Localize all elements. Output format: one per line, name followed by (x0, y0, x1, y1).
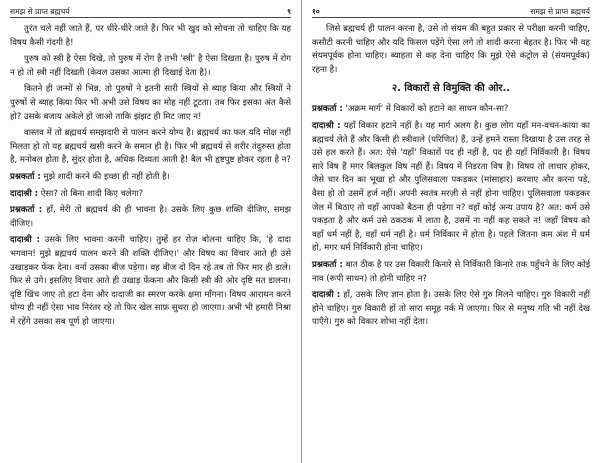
dialogue-paragraph (10, 171, 291, 185)
paragraph-text: तुरंत चले नहीं जाते हैं, पर धीरे-धीरे जाते हैं। फिर भी खुद को सोचना तो चाहिए कि यह विषय कैसी गंदगी है! (10, 24, 291, 48)
speaker-label: दादाश्री : (312, 120, 341, 131)
dialogue-paragraph (312, 259, 590, 286)
paragraph-text: मुझे शादी करने की इच्छा ही नहीं होती है। (43, 171, 170, 182)
speaker-label: दादाश्री : (10, 235, 40, 246)
paragraph-text: पुरुष को स्त्री है ऐसा दिखे, तो पुरुष में रोग है तभी 'स्त्री' है ऐसा दिखता है। पुरुष में रोग न हो तो स्त्री नहीं दिखती (केवल उसका आत्मा ही दिखाई देता है)। (10, 54, 291, 78)
dialogue-paragraph (312, 289, 590, 330)
body-paragraph (10, 83, 291, 124)
right-running-title: समझ से प्राप्त ब्रह्मचर्य (530, 7, 590, 16)
paragraph-text: यहाँ विकार हटाने नहीं है। यह मार्ग अलग है। कुछ लोग यहाँ मन-वचन-काया का ब्रह्मचर्य लेते हैं और किसी ही स्त्रीवाले (परिणित) हैं, उन्हें हमने रास्ता दिखाया है उस तरह से उसे हल करते हैं। अत: ऐसे 'यहाँ' विकारों पद ही नहीं है, पद ही यहाँ निर्विकारी है। विषय सारे विष हैं मगर बिलकुल विष नहीं हैं। विषय में निडरता विष है। विषय तो लाचार होकर, जैसे चार दिन का भूखा हो और पुलिसवाला पकड़कर (मांसाहार) करवाए और करना पड़े, वैसा हो तो उसमें हर्ज नहीं। अपनी स्वतंत्र मरज़ी से नहीं होना चाहिए। पुलिसवाला पकड़कर जेल में बिठाए तो वहाँ आपको बैठना ही पड़ेगा न? वहाँ कोई अन्य उपाय है? अत: कर्म उसे पकड़ता है और कर्म उसे ठकठक में लाता है, उसमें ना नहीं कह सकते न! जहाँ विषय को वहाँ धर्म नहीं है, वहाँ धर्म नहीं है। धर्म निर्विकार में होता है। पहले जितना कम अंश में धर्म हो, मगर धर्म निर्विकारी होना चाहिए। (312, 120, 590, 254)
left-running-title: समझ से प्राप्त ब्रह्मचर्य (10, 7, 70, 16)
body-paragraph (10, 53, 291, 80)
paragraph-text: हाँ, उसके लिए ज्ञान होता है। उसके लिए ऐसे गुरु मिलने चाहिए। गुरु विकारी नहीं होने चाहिए। गुरु विकारी हों तो सारा समूह नर्क में जाएगा। फिर से मनुष्य गति भी नहीं देख पाएँगे। गुरु को विकार शोभा नहीं देता। (312, 290, 590, 328)
dialogue-paragraph (10, 188, 291, 202)
paragraph-text: बात ठीक है पर उस विकारी किनारे से निर्विकारी किनारे तक पहुँचने के लिए कोई नाव (रूपी साधन) तो होनी चाहिए न? (312, 259, 591, 284)
speaker-label: दादाश्री : (312, 290, 341, 301)
speaker-label: प्रश्नकर्ता : (312, 104, 343, 115)
dialogue-paragraph (10, 234, 291, 329)
left-page-number: ९ (287, 7, 291, 16)
body-paragraph (10, 23, 291, 50)
paragraph-text: 'अक्रम मार्ग' में विकारों को हटाने का साधन कौन-सा? (345, 104, 509, 115)
paragraph-text: वास्तव में तो ब्रह्मचर्य समझदारी से पालन करने योग्य है। ब्रह्मचर्य का फल यदि मोक्ष नहीं मिलता हो तो यह ब्रह्मचर्य खसी करने के समान ही है। फिर भी ब्रह्मचर्य से शरीर तंदुरुस्त होता है, मनोबल होता है, सुंदर होता है, अधिक दिव्यता आती है! बैल भी हृष्टपुष्ट होकर रहता है न? (10, 128, 291, 166)
speaker-label: प्रश्नकर्ता : (10, 171, 41, 182)
paragraph-text: उसके लिए भावना करनी चाहिए। तुम्हें हर रोज़ बोलना चाहिए कि, 'हे दादा भगवान! मुझे ब्रह्मचर्य पालन करने की शक्ति दीजिए।' और विषय का विचार आते ही उसे उखाड़कर फेंक देना। वर्ना उसका बीज पड़ेगा। वह बीज दो दिन रहे तब तो फिर मार ही डाले। फिर से उगे। इसलिए विचार आते ही उखाड़ फेंकना और किसी स्त्री की ओर दृष्टि मत डालना। दृष्टि खिंच जाए तो हटा देना और दादाजी का स्मरण करके क्षमा माँगना। विषय आराधन करने योग्य ही नहीं ऐसा भाव निरंतर रहे तो फिर खेल साफ़ सुथरा हो जाएगा। अभी भी हमारी निश्रा में रहेंगे उसका सब पूर्ण हो जाएगा। (10, 235, 291, 327)
dialogue-paragraph (10, 204, 291, 231)
speaker-label: दादाश्री : (10, 188, 39, 199)
right-page (301, 0, 600, 463)
paragraph-text: ऐसा? तो बिना शादी किए चलेगा? (40, 188, 144, 199)
paragraph-text: कितने ही जन्मों से भिन्न, तो पुरुषों ने इतनी सारी स्त्रियों से ब्याह किया और स्त्रियों ने पुरुषों से ब्याह किया फिर भी अभी उसे विषय का मोह नहीं टूटता। तब फिर इसका अंत कैसे हो? उसके बजाय अकेले हो जाओ ताकि झंझट ही मिट जाए न! (10, 84, 291, 122)
body-paragraph (312, 23, 590, 77)
chapter-title: २. विकारों से विमुक्ति की ओर.. (391, 83, 511, 95)
paragraph-text: हाँ, मेरी तो ब्रह्मचर्य की ही भावना है। उसके लिए कुछ शक्ति दीजिए, समझ दीजिए। (10, 205, 291, 229)
left-page-body (10, 23, 291, 329)
right-page-header (312, 5, 590, 18)
dialogue-paragraph (312, 103, 590, 117)
left-page-header (10, 5, 291, 18)
speaker-label: प्रश्नकर्ता : (312, 259, 343, 270)
right-page-body (312, 103, 590, 330)
right-page-number: १० (312, 7, 320, 16)
dialogue-paragraph (312, 120, 590, 256)
body-paragraph (10, 127, 291, 168)
right-page-intro (312, 23, 590, 77)
speaker-label: प्रश्नकर्ता : (10, 205, 43, 216)
paragraph-text: जिसे ब्रह्मचर्य ही पालन करना है, उसे तो संयम की बहुत प्रकार से परीक्षा करनी चाहिए, कसौटी करनी चाहिए और यदि फिसल पड़ेंगे ऐसा लगे तो शादी करना बेहतर है। फिर भी वह संयमपूर्वक होना चाहिए। ब्याहता से कह देना चाहिए कि मुझे ऐसे कंट्रोल से (संयमपूर्वक) रहना है। (312, 24, 590, 75)
